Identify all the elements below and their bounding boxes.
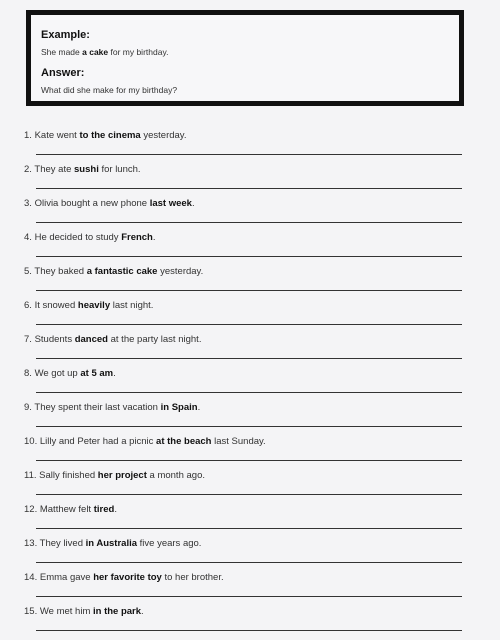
question-number: 10.	[24, 436, 38, 447]
answer-line[interactable]	[36, 596, 462, 597]
question-number: 8.	[24, 368, 32, 379]
question-text-before: They ate	[31, 164, 75, 175]
question-number: 6.	[24, 300, 32, 311]
question-text-after: a month ago.	[146, 470, 205, 481]
example-sentence	[41, 47, 168, 57]
question-text-before: Sally finished	[36, 470, 98, 481]
question-text-after: .	[141, 606, 144, 617]
question-item	[24, 362, 464, 396]
question-text-after: .	[113, 368, 116, 379]
question-list	[24, 124, 464, 634]
question-text-bold: in Australia	[85, 538, 138, 549]
question-text	[24, 334, 201, 345]
question-text	[24, 198, 195, 209]
question-number: 14.	[24, 572, 38, 583]
question-text	[24, 402, 200, 413]
question-text-after: yesterday.	[157, 266, 204, 277]
question-text	[24, 130, 186, 141]
question-text-after: for lunch.	[98, 164, 141, 175]
example-box	[26, 10, 464, 106]
question-text-bold: heavily	[77, 300, 111, 311]
question-item	[24, 430, 464, 464]
question-text-bold: in Spain	[160, 402, 198, 413]
question-text	[24, 470, 205, 481]
answer-line[interactable]	[36, 528, 462, 529]
question-text-bold: in the park	[93, 606, 142, 617]
answer-line[interactable]	[36, 256, 462, 257]
example-text-before: She made	[41, 47, 83, 57]
question-text-before: Olivia bought a new phone	[31, 198, 150, 209]
question-text-before: We got up	[31, 368, 81, 379]
answer-line[interactable]	[36, 290, 462, 291]
question-text-after: at the party last night.	[107, 334, 202, 345]
question-number: 4.	[24, 232, 32, 243]
question-text-bold: tired	[93, 504, 115, 515]
question-text-bold: her favorite toy	[93, 572, 162, 583]
question-text-after: to her brother.	[161, 572, 224, 583]
question-text-after: five years ago.	[137, 538, 202, 549]
question-text-before: He decided to study	[31, 232, 122, 243]
question-text-before: They lived	[37, 538, 86, 549]
example-label: Example:	[41, 29, 90, 41]
question-text-after: last night.	[110, 300, 154, 311]
question-text-before: Matthew felt	[37, 504, 94, 515]
question-text-after: .	[152, 232, 156, 243]
question-text	[24, 572, 224, 583]
question-text-bold: her project	[97, 470, 147, 481]
answer-line[interactable]	[36, 392, 462, 393]
answer-line[interactable]	[36, 494, 462, 495]
question-item	[24, 124, 464, 158]
question-number: 2.	[24, 164, 32, 175]
question-text-before: Students	[31, 334, 75, 345]
question-text-before: We met him	[37, 606, 93, 617]
question-item	[24, 328, 464, 362]
question-text	[24, 368, 116, 379]
question-item	[24, 498, 464, 532]
question-item	[24, 600, 464, 634]
question-text-bold: sushi	[74, 164, 99, 175]
question-text-before: It snowed	[31, 300, 78, 311]
question-text-bold: to the cinema	[79, 130, 141, 141]
question-text-before: They spent their last vacation	[31, 402, 161, 413]
question-number: 9.	[24, 402, 32, 413]
question-text	[24, 266, 203, 277]
question-item	[24, 566, 464, 600]
question-text-bold: at the beach	[156, 436, 212, 447]
question-number: 7.	[24, 334, 32, 345]
question-item	[24, 192, 464, 226]
answer-line[interactable]	[36, 324, 462, 325]
question-text-after: .	[191, 198, 195, 209]
question-text-before: Kate went	[31, 130, 80, 141]
answer-line[interactable]	[36, 358, 462, 359]
question-item	[24, 464, 464, 498]
answer-sentence: What did she make for my birthday?	[41, 85, 178, 95]
question-item	[24, 226, 464, 260]
answer-line[interactable]	[36, 460, 462, 461]
question-item	[24, 260, 464, 294]
question-item	[24, 294, 464, 328]
question-text	[24, 538, 201, 549]
question-number: 1.	[24, 130, 32, 141]
question-text-after: .	[114, 504, 117, 515]
question-text-bold: French	[121, 232, 153, 243]
question-text-bold: at 5 am	[80, 368, 114, 379]
question-text	[24, 232, 156, 243]
question-number: 11.	[24, 470, 37, 481]
question-text	[24, 300, 153, 311]
question-text	[24, 436, 266, 447]
question-text-before: Lilly and Peter had a picnic	[37, 436, 157, 447]
question-item	[24, 158, 464, 192]
answer-line[interactable]	[36, 426, 462, 427]
question-text	[24, 504, 117, 515]
question-item	[24, 396, 464, 430]
answer-line[interactable]	[36, 630, 462, 631]
example-text-after: for my birthday.	[108, 47, 169, 57]
question-text-bold: last week	[149, 198, 192, 209]
question-number: 5.	[24, 266, 32, 277]
question-text-bold: danced	[74, 334, 108, 345]
example-text-bold: a cake	[82, 47, 109, 57]
answer-line[interactable]	[36, 154, 462, 155]
question-text	[24, 164, 141, 175]
question-text-bold: a fantastic cake	[86, 266, 158, 277]
question-number: 13.	[24, 538, 38, 549]
question-number: 3.	[24, 198, 32, 209]
answer-line[interactable]	[36, 222, 462, 223]
question-text	[24, 606, 144, 617]
question-item	[24, 532, 464, 566]
question-text-after: yesterday.	[140, 130, 187, 141]
answer-line[interactable]	[36, 562, 462, 563]
question-number: 15.	[24, 606, 38, 617]
answer-label: Answer:	[41, 67, 85, 79]
answer-line[interactable]	[36, 188, 462, 189]
question-number: 12.	[24, 504, 38, 515]
question-text-after: .	[197, 402, 201, 413]
question-text-before: They baked	[31, 266, 87, 277]
question-text-after: last Sunday.	[211, 436, 266, 447]
question-text-before: Emma gave	[37, 572, 94, 583]
